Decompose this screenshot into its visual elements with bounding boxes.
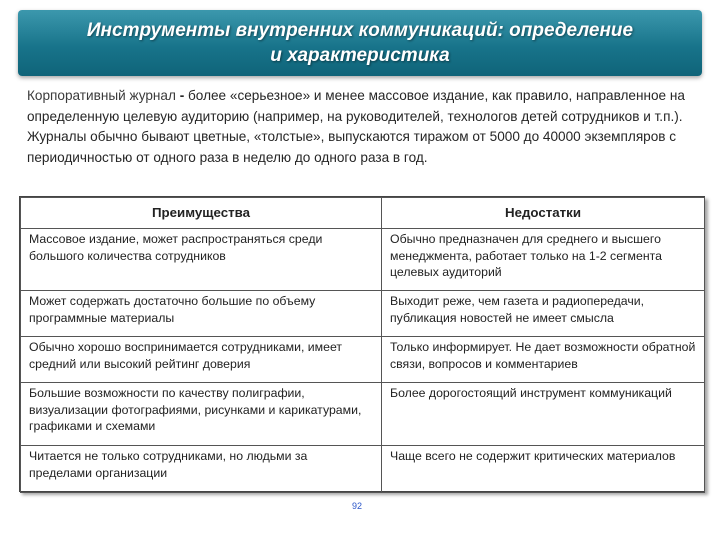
disadvantage-cell: Более дорогостоящий инструмент коммуникаций: [382, 383, 705, 446]
intro-paragraph: [27, 86, 693, 168]
intro-dash: -: [179, 88, 185, 103]
slide-title-line-2: и характеристика: [270, 45, 450, 66]
slide-title-line-1: Инструменты внутренних коммуникаций: определение: [86, 20, 634, 41]
table-row: [21, 229, 705, 291]
slide-title: [18, 18, 702, 68]
disadvantage-cell: Выходит реже, чем газета и радиопередачи, публикация новостей не имеет смысла: [382, 291, 705, 337]
table-row: [21, 337, 705, 383]
header-advantages: Преимущества: [21, 198, 382, 229]
advantage-cell: Обычно хорошо воспринимается сотрудниками, имеет средний или высокий рейтинг доверия: [21, 337, 382, 383]
table-header-row: [21, 198, 705, 229]
page-number: 92: [352, 501, 363, 511]
disadvantage-cell: Обычно предназначен для среднего и высшего менеджмента, работает только на 1-2 сегмента целевых аудиторий: [382, 229, 705, 291]
advantage-cell: Массовое издание, может распространяться среди большого количества сотрудников: [21, 229, 382, 291]
disadvantage-cell: Чаще всего не содержит критических материалов: [382, 446, 705, 493]
title-banner: [18, 10, 702, 76]
intro-text: более «серьезное» и менее массовое издание, как правило, направленное на определенную целевую аудиторию (например, на руководителей, технологов детей сотрудников и т.п.). Журналы обычно бывают цветные, «толстые», выпускаются тиражом от 5000 до 40000 экземпляров с периодичностью от одного раза в неделю до одного раза в год.: [27, 88, 685, 165]
comparison-table: [19, 196, 705, 492]
advantage-cell: Большие возможности по качеству полиграфии, визуализации фотографиями, рисунками и карикатурами, графиками и схемами: [21, 383, 382, 446]
table-row: [21, 291, 705, 337]
table-row: [21, 383, 705, 446]
table-row: [21, 446, 705, 493]
disadvantage-cell: Только информирует. Не дает возможности обратной связи, вопросов и комментариев: [382, 337, 705, 383]
header-disadvantages: Недостатки: [382, 198, 705, 229]
advantage-cell: Читается не только сотрудниками, но людьми за пределами организации: [21, 446, 382, 493]
intro-term: Корпоративный журнал: [27, 88, 176, 103]
advantage-cell: Может содержать достаточно большие по объему программные материалы: [21, 291, 382, 337]
